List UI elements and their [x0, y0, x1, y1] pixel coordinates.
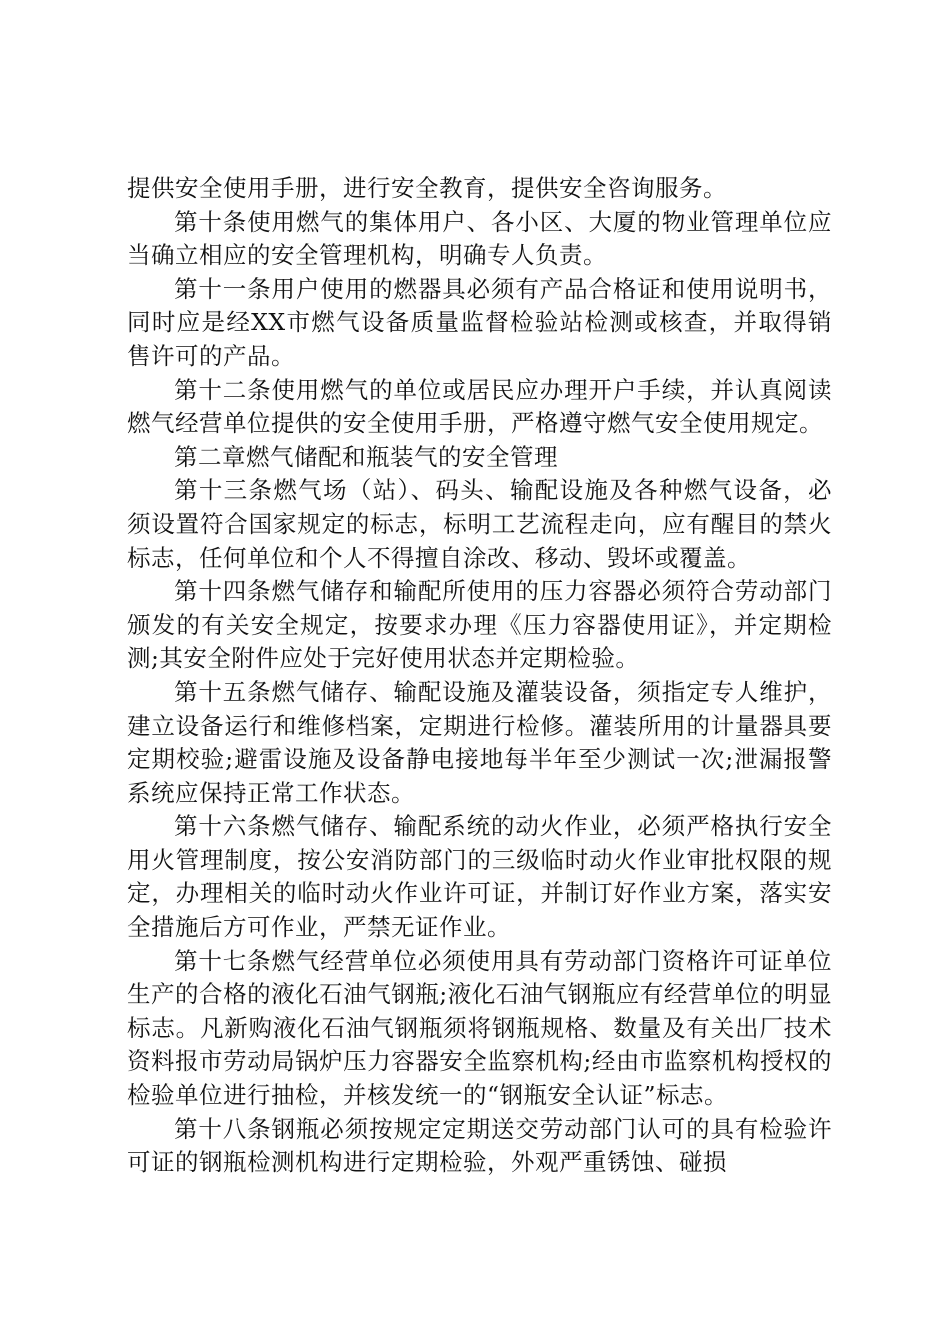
article-17: 第十七条燃气经营单位必须使用具有劳动部门资格许可证单位生产的合格的液化石油气钢瓶;液化石油气钢瓶应有经营单位的明显标志。凡新购液化石油气钢瓶须将钢瓶规格、数量及有关出厂技术资料报市劳动局锅炉压力容器安全监察机构;经由市监察机构授权的检验单位进行抽检，并核发统一的“钢瓶安全认证”标志。 [127, 946, 832, 1110]
article-13: 第十三条燃气场（站）、码头、输配设施及各种燃气设备，必须设置符合国家规定的标志，标明工艺流程走向，应有醒目的禁火标志，任何单位和个人不得擅自涂改、移动、毁坏或覆盖。 [127, 476, 832, 572]
article-15: 第十五条燃气储存、输配设施及灌装设备，须指定专人维护，建立设备运行和维修档案，定期进行检修。灌装所用的计量器具要定期校验;避雷设施及设备静电接地每半年至少测试一次;泄漏报警系统应保持正常工作状态。 [127, 677, 832, 807]
article-11: 第十一条用户使用的燃器具必须有产品合格证和使用说明书，同时应是经XX市燃气设备质量监督检验站检测或核查，并取得销售许可的产品。 [127, 274, 832, 370]
article-10: 第十条使用燃气的集体用户、各小区、大厦的物业管理单位应当确立相应的安全管理机构，明确专人负责。 [127, 207, 832, 270]
chapter-heading: 第二章燃气储配和瓶装气的安全管理 [174, 442, 558, 471]
document-body [127, 172, 832, 1180]
paragraph-continuation: 提供安全使用手册，进行安全教育，提供安全咨询服务。 [127, 174, 727, 202]
article-16: 第十六条燃气储存、输配系统的动火作业，必须严格执行安全用火管理制度，按公安消防部门的三级临时动火作业审批权限的规定，办理相关的临时动火作业许可证，并制订好作业方案，落实安全措施后方可作业，严禁无证作业。 [127, 812, 832, 942]
article-12: 第十二条使用燃气的单位或居民应办理开户手续，并认真阅读燃气经营单位提供的安全使用手册，严格遵守燃气安全使用规定。 [127, 375, 832, 438]
article-18: 第十八条钢瓶必须按规定定期送交劳动部门认可的具有检验许可证的钢瓶检测机构进行定期检验，外观严重锈蚀、碰损 [127, 1114, 832, 1177]
article-14: 第十四条燃气储存和输配所使用的压力容器必须符合劳动部门颁发的有关安全规定，按要求办理《压力容器使用证》，并定期检测;其安全附件应处于完好使用状态并定期检验。 [127, 577, 832, 673]
